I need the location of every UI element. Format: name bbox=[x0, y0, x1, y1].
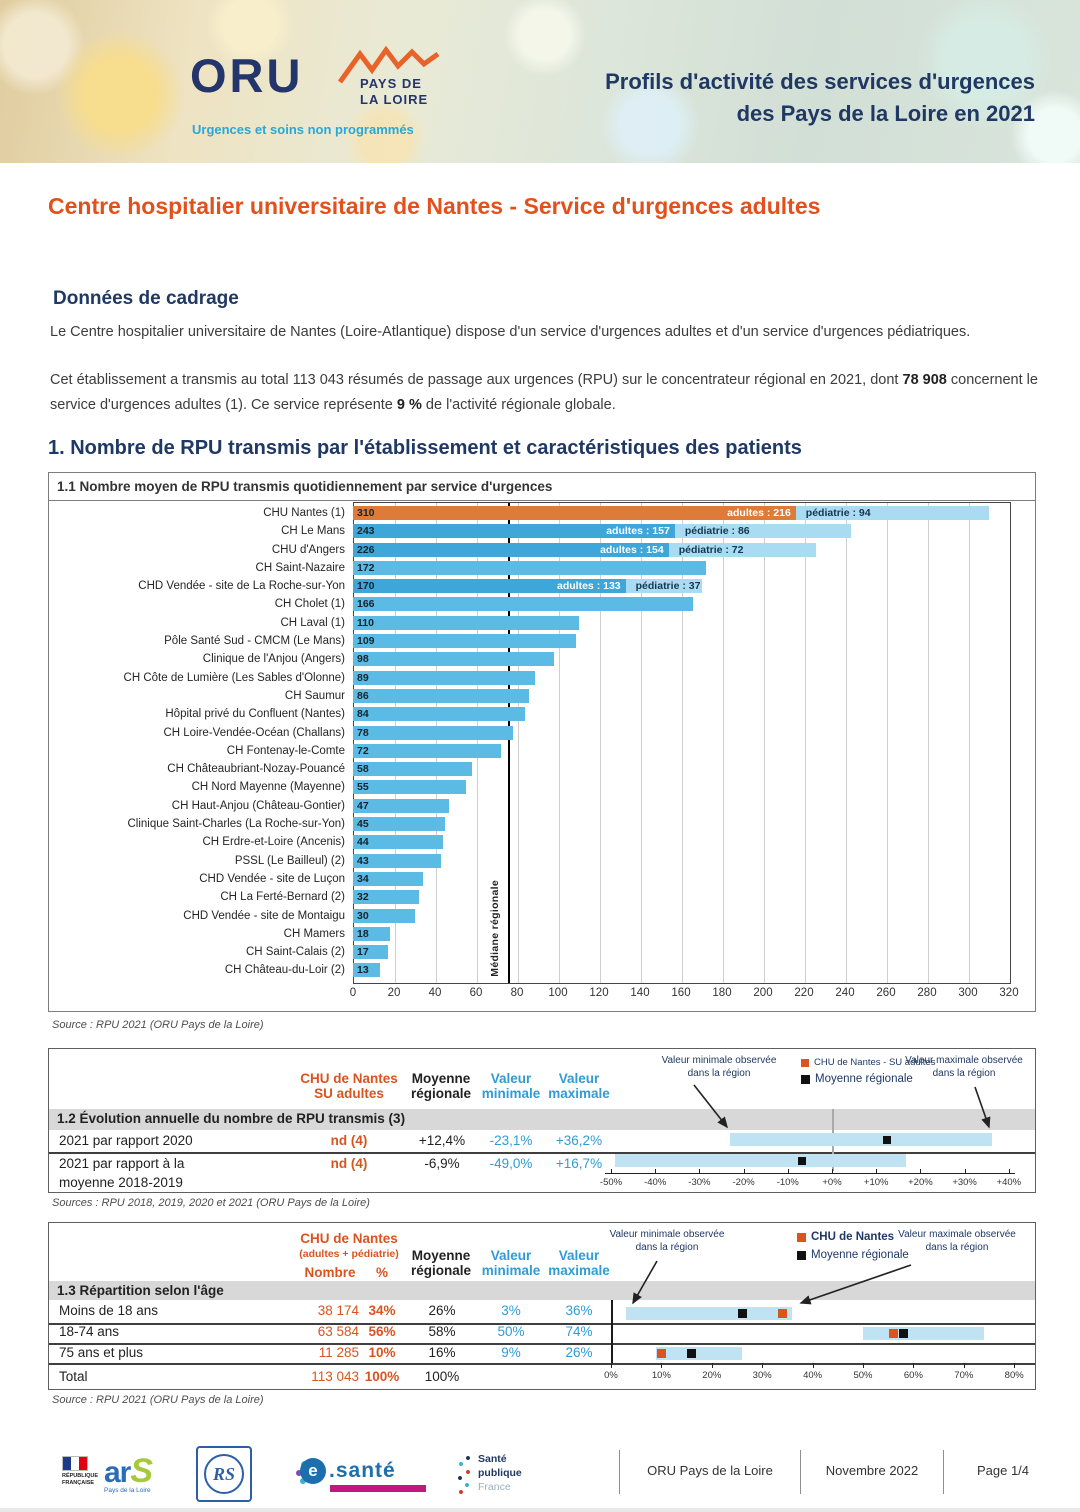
annotation-max: Valeur maximale observée dans la région bbox=[905, 1055, 1023, 1079]
table-cell: 74% bbox=[565, 1324, 593, 1339]
chart-bar-row: Pôle Santé Sud - CMCM (Le Mans) 109 bbox=[49, 632, 1011, 650]
chart-bar-row: CH Erdre-et-Loire (Ancenis) 44 bbox=[49, 833, 1011, 851]
col-header-pct: % bbox=[375, 1265, 388, 1280]
sante-publique-france-logo: Santé publique France bbox=[456, 1452, 522, 1498]
section-band-1-3: 1.3 Répartition selon l'âge bbox=[49, 1281, 1035, 1300]
total-moyenne: 100% bbox=[424, 1369, 460, 1384]
cell-max: +16,7% bbox=[555, 1156, 603, 1171]
cell-chu: nd (4) bbox=[330, 1156, 368, 1171]
cadrage-paragraph-2: Cet établissement a transmis au total 113 043 résumés de passage aux urgences (RPU) sur le concentrateur régional en 2021, dont 78 908 concernent le service d'urgences adultes (1). Ce service représente 9 % de l'activité régionale globale. bbox=[50, 372, 1038, 413]
gcs-stamp-logo: RS bbox=[196, 1446, 252, 1502]
esante-e-icon: e bbox=[300, 1458, 326, 1484]
table-1-3-source: Source : RPU 2021 (ORU Pays de la Loire) bbox=[52, 1394, 264, 1406]
row-label: 2021 par rapport à la bbox=[59, 1156, 185, 1171]
row-separator bbox=[49, 1343, 1035, 1345]
document-title: Profils d'activité des services d'urgences des Pays de la Loire en 2021 bbox=[605, 69, 1035, 126]
col-header-chu-sub: (adultes + pédiatrie) bbox=[299, 1248, 399, 1260]
chart-bar-row: CH Château-du-Loir (2) 13 bbox=[49, 961, 1011, 979]
annotation-min: Valeur minimale observée dans la région bbox=[609, 1229, 725, 1253]
total-label: Total bbox=[59, 1369, 88, 1384]
chart-bar-row: Clinique Saint-Charles (La Roche-sur-Yon) 45 bbox=[49, 815, 1011, 833]
chart-bar-row: CH Haut-Anjou (Château-Gontier) 47 bbox=[49, 797, 1011, 815]
annotation-min: Valeur minimale observée dans la région bbox=[661, 1055, 777, 1079]
cell-max: +36,2% bbox=[555, 1133, 603, 1148]
footer-date: Novembre 2022 bbox=[825, 1463, 919, 1478]
total-pct: 100% bbox=[364, 1369, 400, 1384]
col-header-chu: CHU de Nantes bbox=[300, 1231, 398, 1246]
legend-moyenne: Moyenne régionale bbox=[797, 1249, 909, 1261]
row-separator bbox=[49, 1323, 1035, 1325]
chart-1-1-source: Source : RPU 2021 (ORU Pays de la Loire) bbox=[52, 1019, 264, 1031]
table-cell: 3% bbox=[501, 1303, 521, 1318]
chart-1-1 bbox=[48, 472, 1036, 1012]
table-cell: 34% bbox=[368, 1303, 396, 1318]
oru-logo-region: PAYS DE LA LOIRE bbox=[360, 76, 429, 108]
col-header-max: Valeur maximale bbox=[548, 1248, 610, 1278]
chart-bar-row: CH La Ferté-Bernard (2) 32 bbox=[49, 888, 1011, 906]
chart-bar-row: CH Laval (1) 110 bbox=[49, 614, 1011, 632]
legend-moyenne-swatch bbox=[797, 1251, 806, 1260]
legend-chu-swatch bbox=[797, 1233, 806, 1242]
ars-logo: arS Pays de la Loire bbox=[104, 1452, 154, 1494]
col-header-min: Valeur minimale bbox=[481, 1248, 541, 1278]
chart-bar-row: CH Fontenay-le-Comte 72 bbox=[49, 742, 1011, 760]
chart-bar-row: CHD Vendée - site de Montaigu 30 bbox=[49, 907, 1011, 925]
esante-logo: e .santé bbox=[300, 1458, 426, 1492]
republique-francaise-logo: RÉPUBLIQUE FRANÇAISE bbox=[62, 1456, 106, 1486]
chart-1-1-title: 1.1 Nombre moyen de RPU transmis quotidiennement par service d'urgences bbox=[49, 473, 1035, 501]
table-1-2: CHU de Nantes SU adultes Moyenne régionale Valeur minimale Valeur maximale 1.2 Évolution annuelle du nombre de RPU transmis (3) 2021 par rapport 2020 nd (4) +12,4% -23,1% +36,2% 2021 par rapport à la moyenne 2018-2019 nd (4) -6,9% -49,0% +16,7% Valeur minimale observée dans la région Valeur maximale observée dans la région CHU de Nantes - SU adultes Moyenne régionale -50% -40% -30% -20% -10% +0% +10% +20% +30% +40% bbox=[48, 1048, 1036, 1193]
section-band-1-2: 1.2 Évolution annuelle du nombre de RPU transmis (3) bbox=[49, 1109, 1035, 1130]
zero-line bbox=[611, 1300, 613, 1363]
chart-bar-row: PSSL (Le Bailleul) (2) 43 bbox=[49, 852, 1011, 870]
median-label: Médiane régionale bbox=[488, 880, 501, 977]
esante-banner bbox=[330, 1485, 426, 1492]
oru-logo bbox=[190, 49, 550, 147]
chart-bar-row: CHD Vendée - site de La Roche-sur-Yon adultes : 133 pédiatrie : 37 170 bbox=[138, 580, 701, 593]
table-1-2-source: Sources : RPU 2018, 2019, 2020 et 2021 (ORU Pays de la Loire) bbox=[52, 1197, 370, 1209]
table-cell: 9% bbox=[501, 1345, 521, 1360]
legend-moyenne-swatch bbox=[801, 1075, 810, 1084]
cell-min: -49,0% bbox=[489, 1156, 533, 1171]
table-1-3: CHU de Nantes (adultes + pédiatrie) Nombre % Moyenne régionale Valeur minimale Valeur maximale 1.3 Répartition selon l'âge Moins de 18 ans 38 174 34% 26% 3% 36% 18-74 ans 63 584 56% 58% 50% 74% 75 ans et plus 11 285 10% 16% 9% 26% Total 113 043 100% 100% Valeur minimale observée dans la région Valeur maximale observée dans la région CHU de Nantes Moyenne régionale 0% 10% 20% 30% 40% 50% 60% 70% 80% bbox=[48, 1222, 1036, 1390]
footer-page-number: Page 1/4 bbox=[976, 1463, 1030, 1478]
chart-bar-row: CH Nord Mayenne (Mayenne) 55 bbox=[49, 778, 1011, 796]
page-title: Centre hospitalier universitaire de Nantes - Service d'urgences adultes bbox=[48, 193, 821, 219]
col-header-moyenne: Moyenne régionale bbox=[410, 1248, 472, 1278]
col-header-moyenne: Moyenne régionale bbox=[410, 1071, 472, 1101]
oru-logo-text: ORU bbox=[190, 49, 304, 102]
legend-chu: CHU de Nantes - SU adultes bbox=[801, 1057, 935, 1068]
col-header-nombre: Nombre bbox=[304, 1265, 356, 1280]
cell-moyenne: +12,4% bbox=[418, 1133, 466, 1148]
cell-chu: nd (4) bbox=[330, 1133, 368, 1148]
legend-chu-swatch bbox=[801, 1059, 809, 1067]
table-cell: 10% bbox=[368, 1345, 396, 1360]
row-label: 2021 par rapport 2020 bbox=[59, 1133, 193, 1148]
table-cell: 26% bbox=[565, 1345, 593, 1360]
header-banner bbox=[0, 0, 1080, 163]
table-cell: 16% bbox=[428, 1345, 456, 1360]
cell-moyenne: -6,9% bbox=[424, 1156, 460, 1171]
footer-divider bbox=[943, 1450, 944, 1494]
section-1-heading: 1. Nombre de RPU transmis par l'établissement et caractéristiques des patients bbox=[48, 437, 802, 459]
row-separator bbox=[49, 1363, 1035, 1365]
row-label: 75 ans et plus bbox=[59, 1345, 144, 1360]
oru-logo-tagline: Urgences et soins non programmés bbox=[192, 122, 414, 137]
chart-bar-row: CH Mamers 18 bbox=[49, 925, 1011, 943]
legend-chu: CHU de Nantes bbox=[797, 1231, 894, 1243]
chart-bar-row: CH Châteaubriant-Nozay-Pouancé 58 bbox=[49, 760, 1011, 778]
chart-bar-row: CH Saint-Calais (2) 17 bbox=[49, 943, 1011, 961]
table-cell: 63 584 bbox=[317, 1324, 359, 1339]
chart-1-1-bars bbox=[49, 504, 1011, 980]
page-bottom-edge bbox=[0, 1508, 1080, 1512]
col-header-chu: CHU de Nantes SU adultes bbox=[300, 1071, 398, 1101]
chart-bar-row: CHU Nantes (1) adultes : 216 pédiatrie : 94 310 bbox=[49, 504, 1011, 522]
chart-bar-row: CHU d'Angers adultes : 154 pédiatrie : 72 226 bbox=[49, 541, 1011, 559]
chart-bar-row: CHD Vendée - site de Luçon 34 bbox=[49, 870, 1011, 888]
col-header-max: Valeur maximale bbox=[548, 1071, 610, 1101]
col-header-min: Valeur minimale bbox=[481, 1071, 541, 1101]
legend-moyenne: Moyenne régionale bbox=[801, 1073, 913, 1085]
table-cell: 36% bbox=[565, 1303, 593, 1318]
row-label: 18-74 ans bbox=[59, 1324, 120, 1339]
footer-divider bbox=[800, 1450, 801, 1494]
chart-bar-row: Clinique de l'Anjou (Angers) 98 bbox=[49, 650, 1011, 668]
chart-1-1-x-axis: 0 20 40 60 80 100 120 140 160 180 200 220 240 260 280 300 320 bbox=[349, 987, 1019, 999]
chart-bar-row: CH Saint-Nazaire 172 bbox=[49, 559, 1011, 577]
chart-bar-row: CH Le Mans adultes : 157 pédiatrie : 86 243 bbox=[49, 522, 1011, 540]
chart-bar-row: Hôpital privé du Confluent (Nantes) 84 bbox=[49, 705, 1011, 723]
table-cell: 26% bbox=[428, 1303, 456, 1318]
row-label-line2: moyenne 2018-2019 bbox=[59, 1175, 183, 1190]
table-cell: 56% bbox=[368, 1324, 396, 1339]
cadrage-heading: Données de cadrage bbox=[53, 288, 239, 309]
table-cell: 38 174 bbox=[317, 1303, 359, 1318]
cadrage-paragraph-1: Le Centre hospitalier universitaire de Nantes (Loire-Atlantique) dispose d'un service d'urgences adultes et d'un service d'urgences pédiatriques. bbox=[50, 324, 971, 340]
spf-dots-icon bbox=[456, 1452, 472, 1498]
table-cell: 50% bbox=[497, 1324, 525, 1339]
french-flag-icon bbox=[62, 1456, 88, 1471]
table-cell: 11 285 bbox=[318, 1345, 359, 1360]
annotation-max: Valeur maximale observée dans la région bbox=[898, 1229, 1016, 1253]
cell-min: -23,1% bbox=[489, 1133, 533, 1148]
chart-bar-row: CH Côte de Lumière (Les Sables d'Olonne) 89 bbox=[49, 669, 1011, 687]
chart-bar-row: CH Loire-Vendée-Océan (Challans) 78 bbox=[49, 724, 1011, 742]
chart-bar-row: CH Cholet (1) 166 bbox=[49, 595, 1011, 613]
total-nombre: 113 043 bbox=[311, 1369, 359, 1384]
footer-org: ORU Pays de la Loire bbox=[647, 1463, 773, 1478]
row-label: Moins de 18 ans bbox=[59, 1303, 159, 1318]
chart-bar-row: CH Saumur 86 bbox=[49, 687, 1011, 705]
footer-divider bbox=[619, 1450, 620, 1494]
table-cell: 58% bbox=[428, 1324, 456, 1339]
